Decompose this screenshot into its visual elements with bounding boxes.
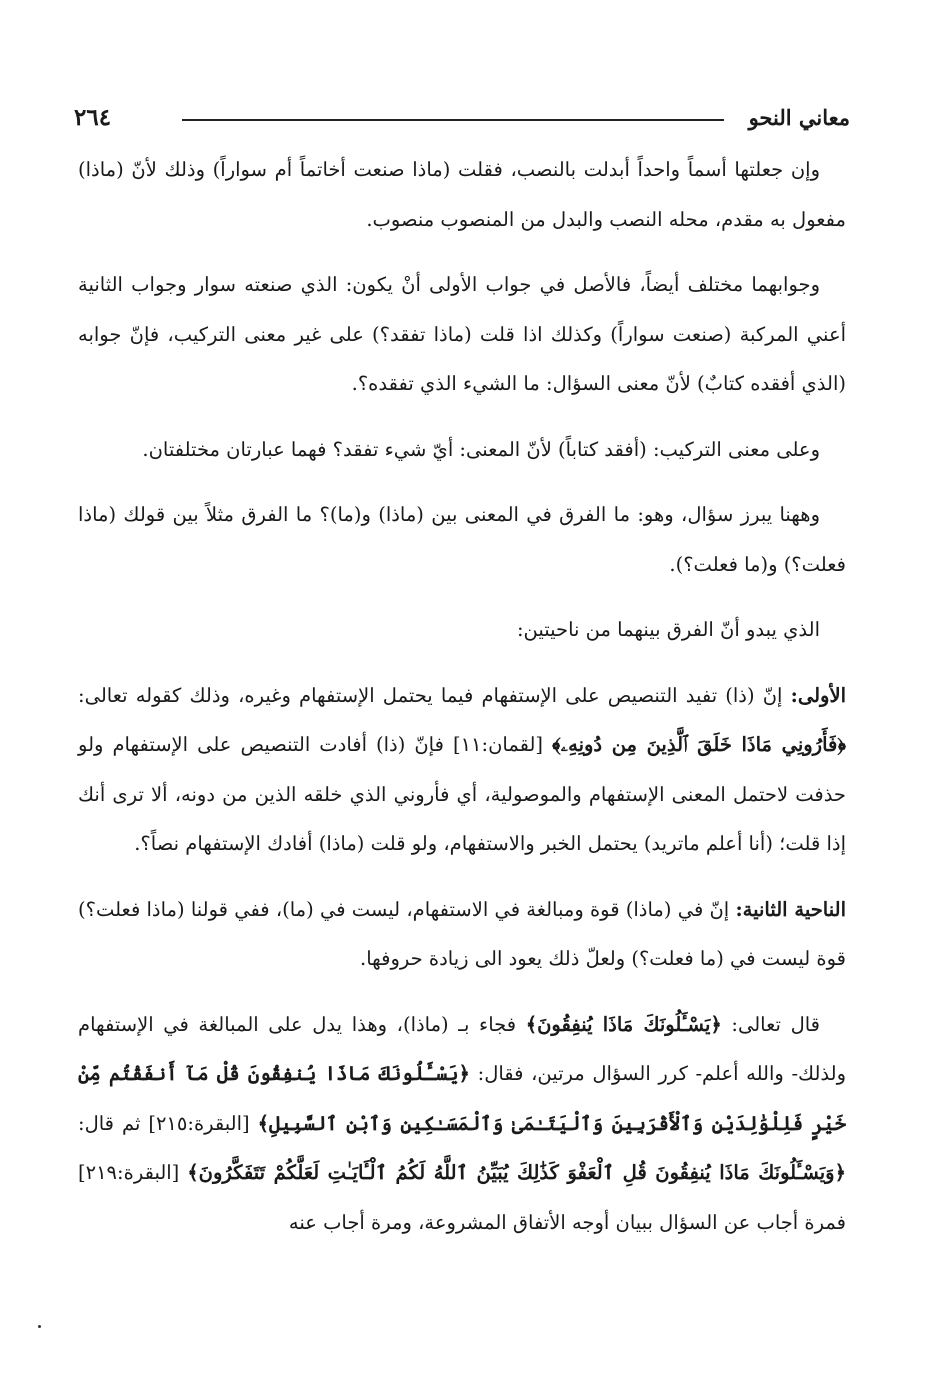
second-aspect-text: إنّ في (ماذا) قوة ومبالغة في الاستفهام، ليست في (ما)، ففي قولنا (ماذا فعلت؟) قوة ليست في (ما فعلت؟) ولعلّ ذلك يعود الى زيادة حروفها.: [78, 897, 846, 970]
paragraph-second-aspect: [78, 885, 846, 984]
verses-text-c: [البقرة:٢١٥] ثم قال:: [78, 1111, 250, 1135]
verses-text-b: فجاء بـ (ماذا)، وهذا يدل على المبالغة في الإستفهام ولذلك- والله أعلم- كرر السؤال مرتين، فقال:: [78, 1012, 847, 1085]
scan-speck: [38, 1325, 41, 1328]
page-number: ٢٦٤: [74, 104, 112, 131]
page-header: [74, 98, 850, 138]
paragraph-4: وههنا يبرز سؤال، وهو: ما الفرق في المعنى بين (ماذا) و(ما)؟ ما الفرق مثلاً بين قولك (ماذا فعلت؟) و(ما فعلت؟).: [78, 503, 846, 576]
paragraph-first-aspect: [78, 671, 846, 869]
paragraph-1: وإن جعلتها أسماً واحداً أبدلت بالنصب، فقلت (ماذا صنعت أخاتماً أم سواراً) وذلك لأنّ (ماذا) مفعول به مقدم، محله النصب والبدل من المنصوب منصوب.: [78, 158, 846, 231]
paragraph-verses: [78, 1000, 846, 1248]
first-aspect-text-b: [لقمان:١١] فإنّ (ذا) أفادت التنصيص على الإستفهام ولو حذفت لاحتمل المعنى الإستفهام والموصولية، أي فأروني الذي خلقه الذين من دونه، ألا ترى أنك إذا قلت؛ (أنا أعلم ماتريد) يحتمل الخبر والاستفهام، ولو قلت (ماذا) أفادك الإستفهام نصاً؟.: [78, 733, 846, 855]
quran-verse-3: ﴿وَيَسْـَٔلُونَكَ مَاذَا يُنفِقُونَ قُلِ ٱلْعَفْوَ كَذَٰلِكَ يُبَيِّنُ ٱللَّهُ لَكُمُ ٱلْـَٔايَـٰتِ لَعَلَّكُمْ تَتَفَكَّرُونَ﴾: [187, 1161, 847, 1184]
paragraph-2: وجوابهما مختلف أيضاً، فالأصل في جواب الأولى أنْ يكون: الذي صنعته سوار وجواب الثانية أعني المركبة (صنعت سواراً) وكذلك اذا قلت (ماذا تفقد؟) على غير معنى التركيب، فإنّ جوابه (الذي أفقده كتابٌ) لأنّ معنى السؤال: ما الشيء الذي تفقده؟.: [78, 273, 846, 395]
paragraph-3: وعلى معنى التركيب: (أفقد كتاباً) لأنّ المعنى: أيّ شيء تفقد؟ فهما عبارتان مختلفتان.: [142, 437, 820, 461]
verses-text-d: [البقرة:٢١٩] فمرة أجاب عن السؤال ببيان أوجه الأتفاق المشروعة، ومرة أجاب عنه: [78, 1161, 846, 1234]
first-aspect-heading: الأولى:: [790, 683, 846, 707]
running-title: معاني النحو: [748, 105, 850, 130]
quran-verse-2: ﴿يَسْـَٔلُونَكَ مَاذَا يُنفِقُونَ قُلْ مَآ أَنفَقْتُم مِّنْ خَيْرٍ فَلِلْوَٰلِدَيْنِ وَٱلْأَقْرَبِينَ وَٱلْيَتَـٰمَىٰ وَٱلْمَسَـٰكِينِ وَٱبْنِ ٱلسَّبِيلِ﴾: [78, 1062, 846, 1135]
header-rule: [182, 119, 724, 121]
verses-text-a: قال تعالى:: [731, 1012, 821, 1036]
paragraph-5: الذي يبدو أنّ الفرق بينهما من ناحيتين:: [516, 618, 820, 641]
quran-verse-1: ﴿يَسْـَٔلُونَكَ مَاذَا يُنفِقُونَ﴾: [525, 1012, 722, 1036]
first-aspect-text-a: إنّ (ذا) تفيد التنصيص على الإستفهام فيما يحتمل الإستفهام وغيره، وذلك كقوله تعالى:: [78, 683, 783, 707]
page-body: [78, 145, 846, 1263]
second-aspect-heading: الناحية الثانية:: [735, 897, 846, 921]
quran-verse-luqman: ﴿فَأَرُونِي مَاذَا خَلَقَ ٱلَّذِينَ مِن دُونِهِۦ﴾: [552, 733, 846, 756]
